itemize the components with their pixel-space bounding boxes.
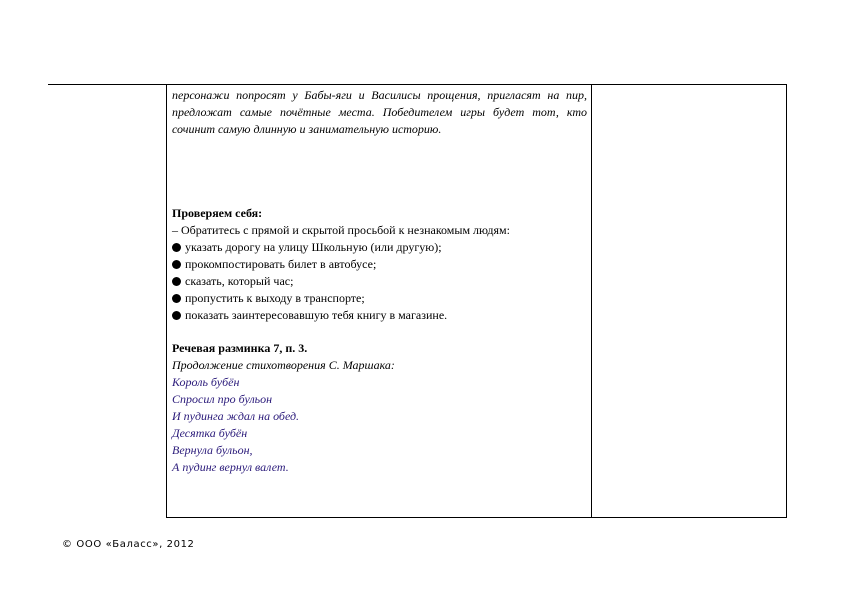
poem-subtitle: Продолжение стихотворения С. Маршака: — [172, 358, 395, 372]
list-item — [172, 239, 587, 256]
poem-line: Десятка бубён — [172, 426, 248, 440]
bullet-icon — [172, 277, 181, 286]
list-item-text: пропустить к выходу в транспорте; — [185, 291, 365, 305]
content-body — [167, 85, 591, 476]
story-paragraph: персонажи попросят у Бабы-яги и Василисы прощения, пригласят на пир, предложат самые почётные места. Победителем игры будет тот, кто сочинит самую длинную и занимательную историю. — [172, 88, 587, 136]
poem-line: Спросил про бульон — [172, 392, 273, 406]
poem-line: Вернула бульон, — [172, 443, 253, 457]
list-item-text: прокомпостировать билет в автобусе; — [185, 257, 377, 271]
bullet-icon — [172, 260, 181, 269]
poem-line: А пудинг вернул валет. — [172, 460, 289, 474]
list-item-text: указать дорогу на улицу Школьную (или другую); — [185, 240, 442, 254]
request-list — [172, 239, 587, 324]
bullet-icon — [172, 243, 181, 252]
copyright-footer: © ООО «Баласс», 2012 — [62, 539, 195, 550]
list-item — [172, 307, 587, 324]
list-item-text: показать заинтересовавшую тебя книгу в магазине. — [185, 308, 448, 322]
check-yourself-intro: – Обратитесь с прямой и скрытой просьбой к незнакомым людям: — [172, 223, 510, 237]
poem-line: И пудинга ждал на обед. — [172, 409, 300, 423]
list-item-text: сказать, который час; — [185, 274, 294, 288]
warmup-heading: Речевая разминка 7, п. 3. — [172, 341, 308, 355]
list-item — [172, 273, 587, 290]
list-item — [172, 256, 587, 273]
check-yourself-heading: Проверяем себя: — [172, 206, 263, 220]
right-column-cell — [592, 85, 787, 518]
content-column-cell — [167, 85, 592, 518]
bullet-icon — [172, 294, 181, 303]
bullet-icon — [172, 311, 181, 320]
list-item — [172, 290, 587, 307]
poem-line: Король бубён — [172, 375, 240, 389]
poem — [172, 374, 587, 476]
lesson-table — [48, 84, 787, 518]
left-column-cell — [48, 85, 167, 518]
